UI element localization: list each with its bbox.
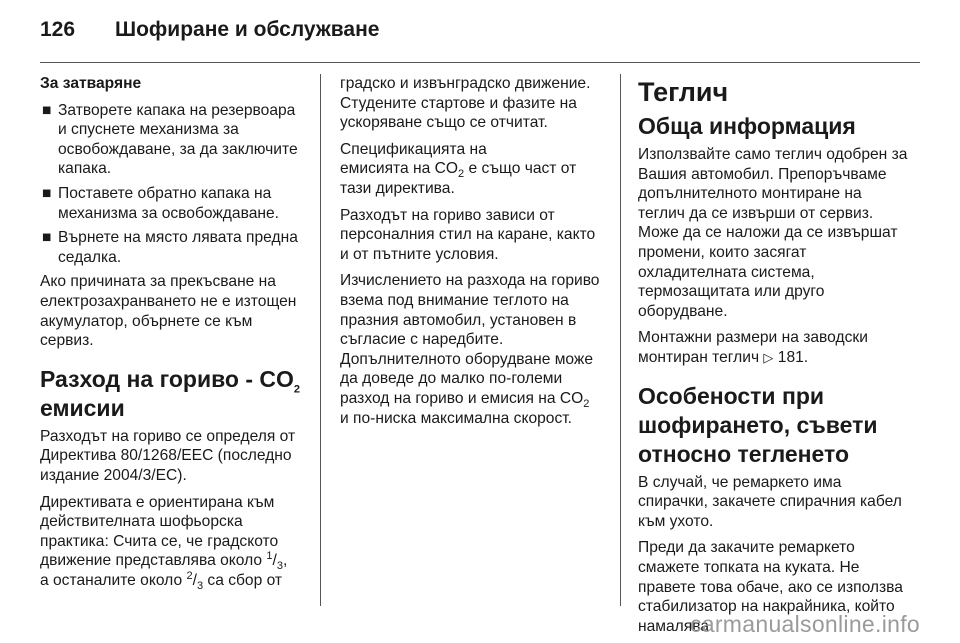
column-3 — [638, 74, 910, 643]
page-number: 126 — [40, 18, 76, 41]
page-reference-arrow-icon: ▷ — [763, 349, 774, 365]
bullet-square-icon: ■ — [42, 184, 52, 202]
list-item: ■ Поставете обратно капака на механизма за освобождаване. — [42, 184, 279, 222]
paragraph-calculation: Изчислението на разхода на гориво взема под внимание теглото на празния автомобил, установен в съгласие с наредбите. Допълнителното оборудване може да доведе до малко по-големи разход на гориво и емисия на $CO_2$ и по-ниска максимална скорост. — [340, 272, 600, 427]
paragraph-lubricate-ball: Преди да закачите ремаркето смажете топката на куката. Не правете това обаче, ако се използва стабилизатор на накрайника, който намалява — [638, 539, 903, 635]
watermark: carmanualsonline.info — [689, 611, 920, 637]
column-divider-1 — [320, 74, 321, 606]
closing-steps-list — [40, 101, 308, 268]
column-2 — [340, 74, 608, 435]
header-rule — [40, 62, 920, 63]
list-item: ■ Затворете капака на резервоара и спуснете механизма за освобождаване, за да заключите капака. — [42, 101, 298, 178]
column-divider-2 — [620, 74, 621, 606]
paragraph-directive: Разходът на гориво се определя от Директива 80/1268/ЕЕС (последно издание 2004/3/ЕС). — [40, 427, 296, 484]
paragraph-urban-extraurban: градско и извънградско движение. Студените стартове и фазите на ускоряване също се отчитат. — [340, 75, 591, 132]
paragraph-brake-cable: В случай, че ремаркето има спирачки, закачете спирачния кабел към ухото. — [638, 473, 902, 530]
paragraph-towbar-usage: Използвайте само теглич одобрен за Вашия автомобил. Препоръчваме допълнителното монтиране на теглич да се извърши от сервиз. Може да се наложи да се извършат промени, които засягат охладителната система, термозащитата или друго оборудване. — [638, 146, 908, 320]
page-reference-link[interactable]: 181. — [777, 348, 809, 366]
bullet-square-icon: ■ — [42, 101, 52, 119]
paragraph-mounting-dimensions: Монтажни размери на заводски монтиран теглич ▷ 181. — [638, 329, 868, 366]
heading-towing-tips: Особености при шофирането, съвети относно тегленето — [638, 382, 878, 467]
list-item: ■ Върнете на място лявата предна седалка. — [42, 229, 298, 266]
heading-general-info: Обща информация — [638, 113, 856, 139]
column-1 — [40, 74, 308, 597]
heading-fuel-consumption: Разход на гориво - $CO_2$ емисии — [40, 365, 301, 421]
subheading-closing: За затваряне — [40, 75, 142, 92]
page-header — [40, 18, 920, 48]
paragraph-directive-practice: Директивата е ориентирана към действителната шофьорска практика: Счита се, че градското движение представлява около $^1/_3$, а останалите около $^2/_3$ са сбор от — [40, 493, 288, 592]
paragraph-emission-spec: Спецификацията на емисията на $CO_2$ е също част от тази директива. — [340, 140, 577, 197]
paragraph-driving-style: Разходът на гориво зависи от персоналния стил на каране, както и от пътните условия. — [340, 206, 596, 263]
paragraph-power-failure: Ако причината за прекъсване на електрозахранването не е изтощен акумулатор, обърнете се към сервиз. — [40, 273, 297, 350]
bullet-square-icon: ■ — [42, 229, 52, 247]
heading-towbar: Теглич — [638, 77, 729, 107]
section-title: Шофиране и обслужване — [115, 18, 380, 41]
